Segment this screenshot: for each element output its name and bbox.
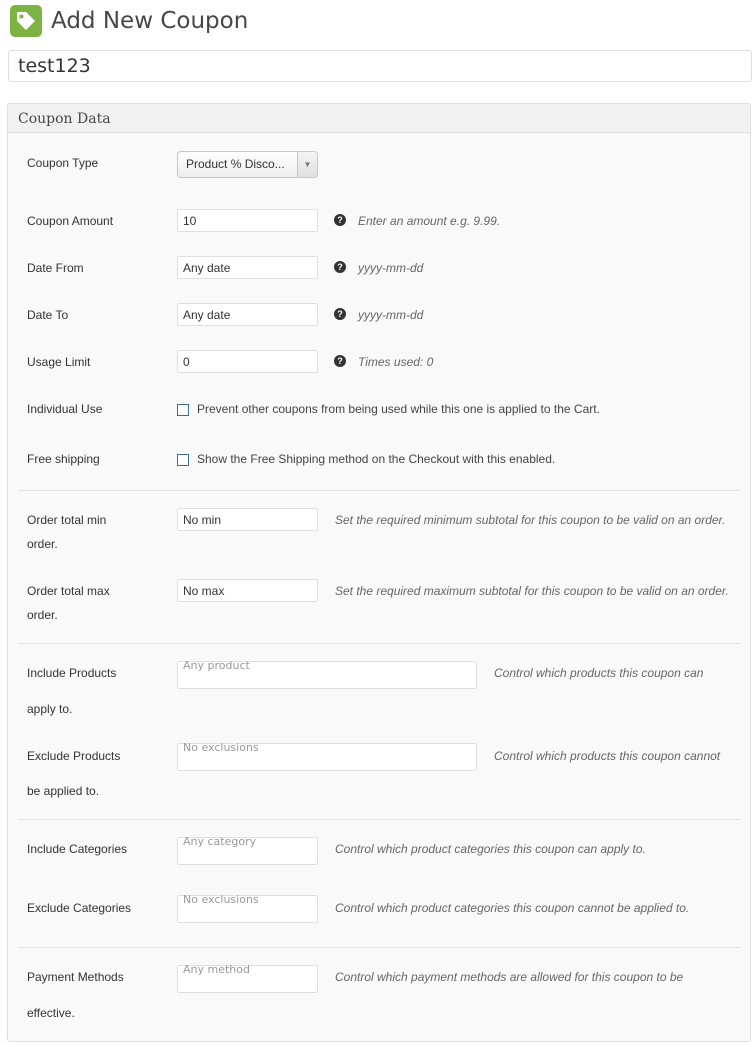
payment-methods-help: Control which payment methods are allowed for this coupon to be — [335, 970, 684, 984]
include-products-placeholder: Any product — [183, 659, 250, 672]
date-from-input[interactable] — [177, 256, 318, 279]
include-categories-input[interactable] — [177, 837, 318, 865]
exclude-products-placeholder: No exclusions — [183, 741, 259, 754]
payment-methods-placeholder: Any method — [183, 963, 250, 976]
include-categories-placeholder: Any category — [183, 835, 257, 848]
help-icon[interactable]: ? — [334, 308, 346, 320]
coupon-type-value: Product % Disco... — [186, 157, 285, 171]
chevron-down-icon[interactable]: ▼ — [297, 152, 317, 177]
date-to-input[interactable] — [177, 303, 318, 326]
free-shipping-checkbox[interactable] — [177, 454, 189, 466]
exclude-categories-placeholder: No exclusions — [183, 893, 259, 906]
individual-use-text: Prevent other coupons from being used while this one is applied to the Cart. — [197, 402, 600, 416]
coupon-tag-icon — [10, 5, 42, 37]
usage-limit-label: Usage Limit — [27, 355, 91, 369]
exclude-products-input[interactable] — [177, 743, 477, 771]
exclude-categories-label: Exclude Categories — [27, 901, 132, 915]
order-total-min-help: Set the required minimum subtotal for this coupon to be valid on an order. — [335, 513, 726, 527]
page-header — [10, 5, 248, 37]
coupon-code-input[interactable] — [8, 50, 752, 82]
usage-limit-help: Times used: 0 — [358, 355, 434, 369]
order-total-min-label: Order total min order. — [27, 513, 107, 551]
section-divider — [18, 490, 740, 491]
include-categories-label: Include Categories — [27, 842, 128, 856]
exclude-categories-help: Control which product categories this coupon cannot be applied to. — [335, 901, 690, 915]
coupon-type-label: Coupon Type — [27, 156, 99, 170]
panel-title: Coupon Data — [8, 104, 750, 133]
exclude-products-label: Exclude Products — [27, 749, 121, 763]
date-to-label: Date To — [27, 308, 69, 322]
help-icon[interactable]: ? — [334, 261, 346, 273]
include-products-label-cont: apply to. — [27, 702, 73, 716]
section-divider — [18, 819, 740, 820]
individual-use-label: Individual Use — [27, 402, 103, 416]
usage-limit-input[interactable] — [177, 350, 318, 373]
date-from-label: Date From — [27, 261, 84, 275]
help-icon[interactable]: ? — [334, 214, 346, 226]
section-divider — [18, 947, 740, 948]
exclude-categories-input[interactable] — [177, 895, 318, 923]
exclude-products-label-cont: be applied to. — [27, 784, 100, 798]
include-products-label: Include Products — [27, 666, 117, 680]
coupon-type-select[interactable] — [177, 151, 318, 178]
free-shipping-text: Show the Free Shipping method on the Checkout with this enabled. — [197, 452, 556, 466]
order-total-max-input[interactable] — [177, 579, 318, 602]
date-to-help: yyyy-mm-dd — [358, 308, 424, 322]
exclude-products-help: Control which products this coupon cannot — [494, 749, 721, 763]
date-from-help: yyyy-mm-dd — [358, 261, 424, 275]
section-divider — [18, 643, 740, 644]
coupon-amount-help: Enter an amount e.g. 9.99. — [358, 214, 501, 228]
free-shipping-label: Free shipping — [27, 452, 100, 466]
page-title: Add New Coupon — [51, 8, 249, 34]
individual-use-checkbox[interactable] — [177, 404, 189, 416]
payment-methods-input[interactable] — [177, 965, 318, 993]
payment-methods-label: Payment Methods — [27, 970, 124, 984]
order-total-min-input[interactable] — [177, 508, 318, 531]
order-total-max-help: Set the required maximum subtotal for this coupon to be valid on an order. — [335, 584, 729, 598]
coupon-amount-input[interactable] — [177, 209, 318, 232]
help-icon[interactable]: ? — [334, 355, 346, 367]
include-products-help: Control which products this coupon can — [494, 666, 704, 680]
include-categories-help: Control which product categories this coupon can apply to. — [335, 842, 646, 856]
include-products-input[interactable] — [177, 661, 477, 689]
coupon-amount-label: Coupon Amount — [27, 214, 114, 228]
payment-methods-label-cont: effective. — [27, 1006, 75, 1020]
order-total-max-label: Order total max order. — [27, 584, 110, 622]
